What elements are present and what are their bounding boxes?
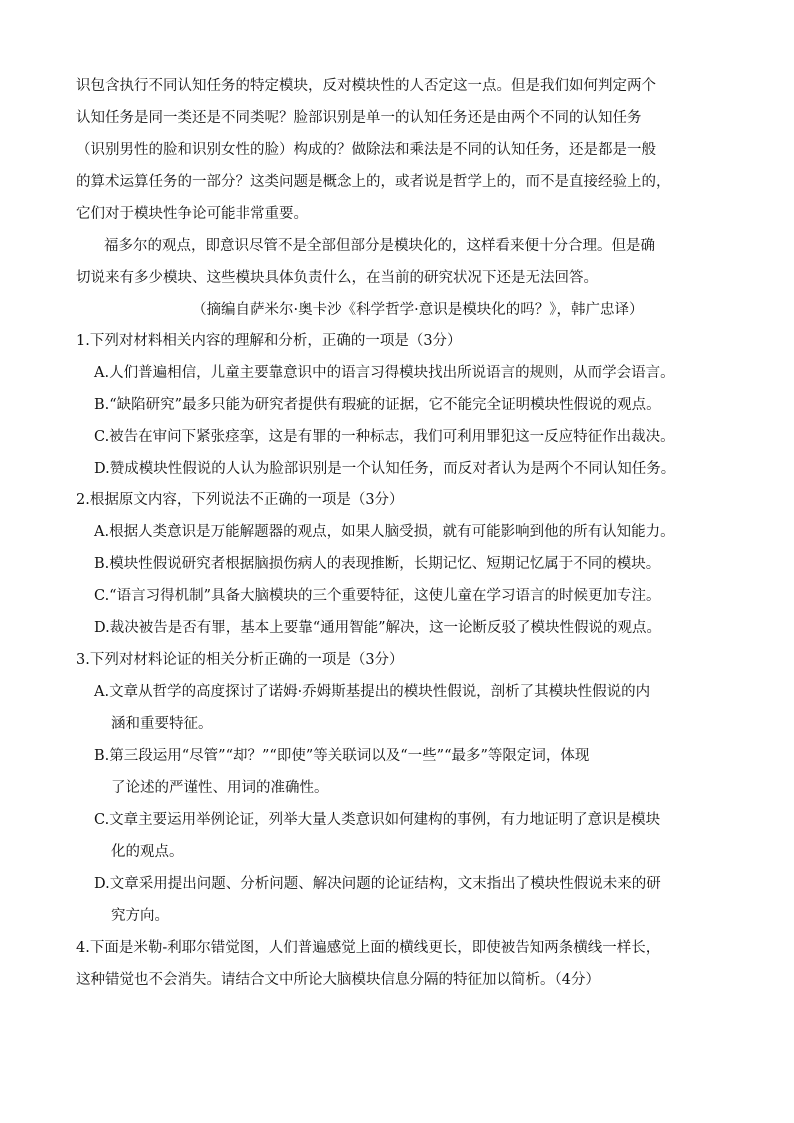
question-option: C.文章主要运用举例论证，列举大量人类意识如何建构的事例，有力地证明了意识是模块 <box>94 812 661 828</box>
passage-line: 识包含执行不同认知任务的特定模块，反对模块性的人否定这一点。但是我们如何判定两个 <box>76 78 656 94</box>
question-stem: 2.根据原文内容，下列说法不正确的一项是（3分） <box>76 492 404 508</box>
question-option: A.根据人类意识是万能解题器的观点，如果人脑受损，就有可能影响到他的所有认知能力。 <box>94 524 675 540</box>
passage-line: （识别男性的脸和识别女性的脸）构成的？做除法和乘法是不同的认知任务，还是都是一般 <box>76 142 656 158</box>
question-option: B.第三段运用“尽管”“却？”“即使”等关联词以及“一些”“最多”等限定词，体现 <box>94 748 590 764</box>
question-stem: 3.下列对材料论证的相关分析正确的一项是（3分） <box>76 652 404 668</box>
question-stem: 1.下列对材料相关内容的理解和分析，正确的一项是（3分） <box>76 333 462 349</box>
question-option: D.赞成模块性假说的人认为脸部识别是一个认知任务，而反对者认为是两个不同认知任务。 <box>94 461 676 477</box>
source-citation: （摘编自萨米尔·奥卡沙《科学哲学·意识是模块化的吗？》，韩广忠译） <box>192 302 644 318</box>
question-option: B.模块性假说研究者根据脑损伤病人的表现推断，长期记忆、短期记忆属于不同的模块。 <box>94 556 661 572</box>
question-stem: 这种错觉也不会消失。请结合文中所论大脑模块信息分隔的特征加以简析。（4分） <box>76 972 600 988</box>
passage-line: 认知任务是同一类还是不同类呢？脸部识别是单一的认知任务还是由两个不同的认知任务 <box>76 110 642 126</box>
passage-line: 福多尔的观点，即意识尽管不是全部但部分是模块化的，这样看来便十分合理。但是确 <box>104 238 655 254</box>
question-stem: 4.下面是米勒-利耶尔错觉图，人们普遍感觉上面的横线更长，即使被告知两条横线一样长， <box>76 940 661 956</box>
question-option: A.人们普遍相信，儿童主要靠意识中的语言习得模块找出所说语言的规则，从而学会语言。 <box>94 365 675 381</box>
question-option-continued: 涵和重要特征。 <box>111 716 213 732</box>
passage-line: 它们对于模块性争论可能非常重要。 <box>76 206 308 222</box>
passage-line: 切说来有多少模块、这些模块具体负责什么，在当前的研究状况下还是无法回答。 <box>76 270 598 286</box>
question-option: C.被告在审问下紧张痉挛，这是有罪的一种标志，我们可利用罪犯这一反应特征作出裁决。 <box>94 429 675 445</box>
question-option: A.文章从哲学的高度探讨了诺姆·乔姆斯基提出的模块性假说，剖析了其模块性假说的内 <box>94 684 651 700</box>
question-option: D.裁决被告是否有罪，基本上要靠“通用智能”解决，这一论断反驳了模块性假说的观点。 <box>94 620 662 636</box>
question-option-continued: 究方向。 <box>111 908 169 924</box>
question-option-continued: 化的观点。 <box>111 844 184 860</box>
question-option: B.“缺陷研究”最多只能为研究者提供有瑕疵的证据，它不能完全证明模块性假说的观点。 <box>94 397 661 413</box>
question-option: C.“语言习得机制”具备大脑模块的三个重要特征，这使儿童在学习语言的时候更加专注。 <box>94 588 661 604</box>
question-option-continued: 了论述的严谨性、用词的准确性。 <box>111 780 329 796</box>
passage-line: 的算术运算任务的一部分？这类问题是概念上的，或者说是哲学上的，而不是直接经验上的， <box>76 174 671 190</box>
question-option: D.文章采用提出问题、分析问题、解决问题的论证结构，文末指出了模块性假说未来的研 <box>94 876 661 892</box>
